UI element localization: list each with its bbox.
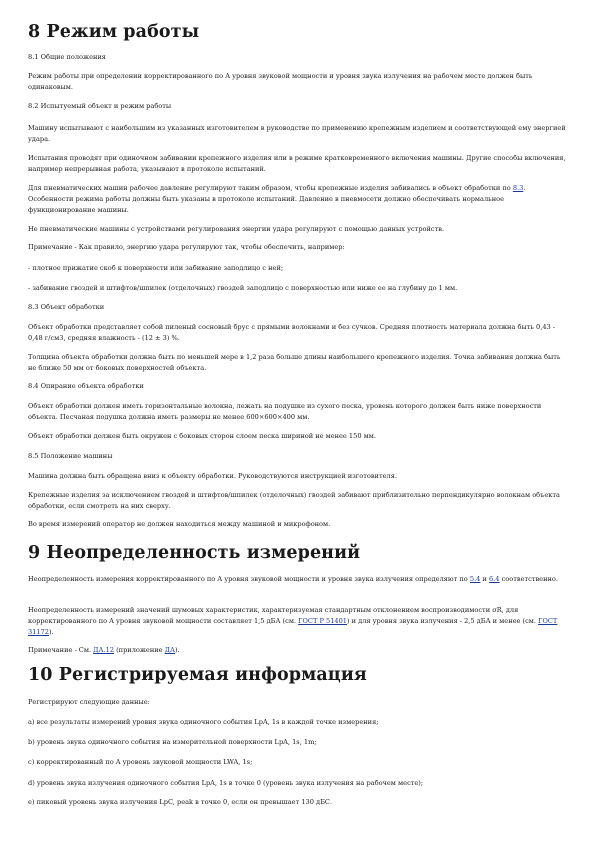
- subsection-8-3-heading: 8.3 Объект обработки: [28, 303, 105, 311]
- link-gost-r-51401[interactable]: ГОСТ Р 51401: [298, 617, 347, 625]
- list-item-d: d) уровень звука излучения одиночного события LpA, 1s в точке 0 (уровень звука излучения на рабочем месте);: [28, 779, 424, 787]
- list-item-c: c) корректированный по A уровень звуковой мощности LWA, 1s;: [28, 758, 253, 766]
- link-5-4[interactable]: 5.4: [469, 575, 481, 583]
- link-da-12[interactable]: ДА.12: [93, 646, 115, 654]
- link-gost-31172[interactable]: ГОСТ 31172: [28, 617, 558, 636]
- subsection-8-5-heading: 8.5 Положение машины: [28, 452, 113, 460]
- note-8-2: Примечание - Как правило, энергию удара регулируют так, чтобы обеспечить, например:: [28, 243, 345, 251]
- subsection-8-1-heading: 8.1 Общие положения: [28, 53, 106, 61]
- paragraph-8-3-b: Толщина объекта обработки должна быть по меньшей мере в 1,2 раза больше длины наибольшего крепежного изделия. Точка забивания должна быть не ближе 50 мм от боковых поверхностей объекта.: [28, 353, 561, 372]
- paragraph-8-2-a: Машину испытывают с наибольшим из указанных изготовителем в руководстве по применению крепежным изделием и соответствующей ему энергией удара.: [28, 124, 566, 143]
- subsection-8-2-heading: 8.2 Испытуемый объект и режим работы: [28, 102, 172, 110]
- list-item-e: e) пиковый уровень звука излучения LpC, peak в точке 0, если он превышает 130 дБС.: [28, 798, 333, 806]
- link-6-4[interactable]: 6.4: [488, 575, 500, 583]
- paragraph-8-3-a: Объект обработки представляет собой пиленый сосновый брус с прямыми волокнами и без сучков. Средняя плотность материала должна быть 0,43 - 0,48 г/см3, средняя влажность - (12 ± 3) %.: [28, 323, 556, 342]
- note-item-nails: - забивание гвоздей и штифтов/шпилек (отделочных) гвоздей заподлицо с поверхностью или ниже ее на глубину до 1 мм.: [28, 284, 458, 292]
- note-9: Примечание - См. ДА.12 (приложение ДА).: [28, 646, 180, 654]
- paragraph-9-2: Неопределенность измерений значений шумовых характеристик, характеризуемая стандартным отклонением воспроизводимости σR, для корректированного по A уровня звуковой мощности составляет 1,5 дБА (см. ГОСТ Р 51401) и для уровня звука излучения - 2,5 дБА и менее (см. ГОСТ 31172).: [28, 606, 558, 636]
- paragraph-8-4-a: Объект обработки должен иметь горизонтальные волокна, лежать на подушке из сухого песка, уровень которого должен быть ниже поверхности объекта. Песчаная подушка должна иметь размеры не менее 600×600×400 мм.: [28, 402, 542, 421]
- paragraph-8-5-a: Машина должна быть обращена вниз к объекту обработки. Руководствуются инструкцией изготовителя.: [28, 472, 397, 480]
- section-8-title: 8 Режим работы: [28, 22, 200, 42]
- paragraph-8-1: Режим работы при определении корректированного по A уровня звуковой мощности и уровня звука излучения на рабочем месте должен быть одинаковым.: [28, 72, 533, 91]
- link-annex-da[interactable]: ДА: [164, 646, 175, 654]
- paragraph-8-4-b: Объект обработки должен быть окружен с боковых сторон слоем песка шириной не менее 150 мм.: [28, 432, 376, 440]
- section-10-title: 10 Регистрируемая информация: [28, 665, 367, 685]
- note-item-staples: - плотное прижатие скоб к поверхности или забивание заподлицо с ней;: [28, 264, 284, 272]
- paragraph-8-2-d: Не пневматические машины с устройствами регулирования энергии удара регулируют с помощью данных устройств.: [28, 225, 445, 233]
- paragraph-8-5-c: Во время измерений оператор не должен находиться между машиной и микрофоном.: [28, 520, 331, 528]
- subsection-8-4-heading: 8.4 Опирание объекта обработки: [28, 382, 144, 390]
- link-8-3[interactable]: 8.3: [512, 184, 524, 192]
- paragraph-8-2-b: Испытания проводят при одиночном забивании крепежного изделия или в режиме кратковременного включения машины. Другие способы включения, например непрерывная работа, указывают в протоколе испытаний.: [28, 154, 566, 173]
- paragraph-8-2-c: Для пневматических машин рабочее давление регулируют таким образом, чтобы крепежные изделия забивались в объект обработки по 8.3. Особенности режима работы должны быть указаны в протоколе испытаний. Давление в пневмосети должно обеспечивать нормальное функционирование машины.: [28, 184, 526, 214]
- section-9-title: 9 Неопределенность измерений: [28, 543, 361, 563]
- list-item-b: b) уровень звука одиночного события на измерительной поверхности LpA, 1s, 1m;: [28, 738, 317, 746]
- paragraph-9-1: Неопределенность измерения корректированного по A уровня звуковой мощности и уровня звука излучения определяют по 5.4 и 6.4 соответственно.: [28, 575, 558, 583]
- paragraph-10-intro: Регистрируют следующие данные:: [28, 698, 150, 706]
- list-item-a: а) все результаты измерений уровня звука одиночного события LpA, 1s в каждой точке измерения;: [28, 718, 379, 726]
- paragraph-8-5-b: Крепежные изделия за исключением гвоздей и штифтов/шпилек (отделочных) гвоздей забивают приблизительно перпендикулярно волокнам объекта обработки, если смотреть на них сверху.: [28, 491, 560, 510]
